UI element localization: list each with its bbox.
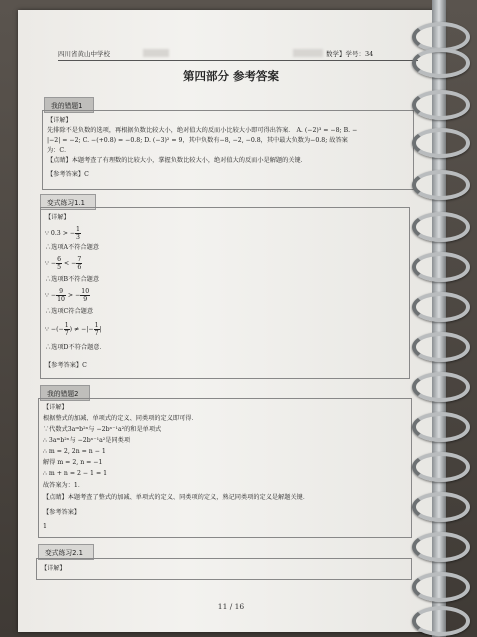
s3-line: 故答案为：1． xyxy=(43,482,85,489)
denominator: 5 xyxy=(57,264,62,271)
s1-line: |−2| = −2; C. −(+0.8) = −0.8; D. (−3)² = 9，其中负数有−8, −2, −0.8，其中最大负数为−0.8; 故答案 xyxy=(47,137,348,144)
numerator: 1 xyxy=(94,322,99,329)
denominator: 7 xyxy=(64,330,69,337)
binder-ring-icon xyxy=(412,332,470,362)
s2-text: ∵ − xyxy=(45,260,57,267)
binder-ring-icon xyxy=(412,170,470,200)
s3-line: ∴ m + n = 2 − 1 = 1 xyxy=(43,470,108,477)
numerator: 7 xyxy=(77,256,82,263)
fraction xyxy=(56,288,66,303)
numerator: 10 xyxy=(81,288,90,295)
s1-line: 【详解】 xyxy=(47,117,72,124)
fraction xyxy=(76,256,82,271)
binder-ring-icon xyxy=(412,606,470,636)
s3-line: 解得 m = 2, n = −1 xyxy=(43,459,103,466)
binder-ring-icon xyxy=(412,212,470,242)
s1-line: 先排除不是负数的选项，再根据负数比较大小，绝对值大的反而小比较大小即可得出答案． A. (−2)³ = −8; B. − xyxy=(47,127,358,134)
school-name: 四川省黄山中学校 xyxy=(58,50,110,58)
s2-text: ∵ −(− xyxy=(45,326,64,333)
denominator: 3 xyxy=(76,234,80,241)
binder-ring-icon xyxy=(412,452,470,482)
section-box-mistake-1 xyxy=(42,110,414,190)
denominator: 7 xyxy=(94,330,99,337)
document-page xyxy=(18,10,444,632)
binder-ring-icon xyxy=(412,412,470,442)
numerator: 9 xyxy=(56,288,66,296)
s2-text: ∵ 0.3 > − xyxy=(45,230,76,237)
section-tab-mistake-1: 我的错题1 xyxy=(44,97,94,113)
s4-line: 【详解】 xyxy=(41,565,66,572)
s2-detail: 【详解】 xyxy=(45,214,70,221)
numerator: 1 xyxy=(64,322,69,329)
binder-ring-icon xyxy=(412,372,470,402)
s3-line: 【参考答案】 xyxy=(43,509,81,516)
redacted-class xyxy=(293,49,323,57)
section-tab-mistake-2: 我的错题2 xyxy=(40,385,90,401)
fraction xyxy=(75,226,81,241)
s2-text: ) ≠ −|− xyxy=(69,326,94,333)
binder-ring-icon xyxy=(412,128,470,158)
binder-ring-icon xyxy=(412,572,470,602)
page-title: 第四部分 参考答案 xyxy=(182,69,279,83)
s2-conclusion-d: ∴选项D不符合题意． xyxy=(45,344,106,351)
s3-line: 【点睛】本题考查了整式的加减、单项式的定义、同类项的定义，熟记同类项的定义是解题关键． xyxy=(43,494,310,501)
s3-line: ∵代数式3aᵐb²ⁿ与 −2bⁿ⁻¹a²的和是单项式 xyxy=(43,426,162,433)
fraction xyxy=(80,288,90,303)
redacted-name xyxy=(143,49,169,57)
page-header xyxy=(58,46,418,61)
page-number: 11 / 16 xyxy=(217,602,245,611)
binder-ring-icon xyxy=(412,48,470,78)
section-tab-exercise-2-1: 变式练习2.1 xyxy=(38,544,94,560)
section-box-exercise-1-1 xyxy=(40,207,410,379)
numerator: 6 xyxy=(57,256,62,263)
subject-id: 数学】学号：34 xyxy=(326,50,374,58)
s3-line: 根据整式的加减、单项式的定义、同类项的定义即可得． xyxy=(43,415,198,422)
section-box-exercise-2-1 xyxy=(36,558,412,580)
numerator: 1 xyxy=(76,226,80,233)
s1-line: 为：C． xyxy=(47,147,71,154)
s2-ineq-3 xyxy=(45,288,90,303)
section-tab-exercise-1-1: 变式练习1.1 xyxy=(40,194,96,210)
s3-line: 【详解】 xyxy=(43,404,68,411)
s2-text: > − xyxy=(65,292,81,299)
binder-ring-icon xyxy=(412,292,470,322)
s2-ineq-4 xyxy=(45,322,102,337)
s3-line: 1 xyxy=(43,523,47,530)
s2-conclusion-b: ∴选项B不符合题意 xyxy=(45,276,100,283)
s1-line: 【点睛】本题考查了有理数的比较大小，掌握负数比较大小，绝对值大的反而小是解题的关键． xyxy=(47,157,307,164)
denominator: 10 xyxy=(57,296,65,303)
binder-ring-icon xyxy=(412,532,470,562)
s2-text: < − xyxy=(62,260,77,267)
s2-conclusion-a: ∴选项A不符合题意 xyxy=(45,244,99,251)
s2-ineq-1 xyxy=(45,226,81,241)
denominator: 6 xyxy=(77,264,82,271)
section-box-mistake-2 xyxy=(38,398,412,538)
binder-ring-icon xyxy=(412,90,470,120)
s2-ineq-2 xyxy=(45,256,82,271)
denominator: 9 xyxy=(83,296,88,303)
binder-ring-icon xyxy=(412,252,470,282)
s2-conclusion-c: ∴选项C符合题意 xyxy=(45,308,94,315)
s3-line: ∴ m = 2, 2n = n − 1 xyxy=(43,448,106,455)
s1-line: 【参考答案】C xyxy=(47,171,89,178)
s2-text: ∵ − xyxy=(45,292,57,299)
s3-line: ∴ 3aᵐb²ⁿ与 −2bⁿ⁻¹a²是同类项 xyxy=(43,437,131,444)
s2-answer: 【参考答案】C xyxy=(45,362,87,369)
binder-ring-icon xyxy=(412,492,470,522)
s2-text: | xyxy=(99,326,102,333)
